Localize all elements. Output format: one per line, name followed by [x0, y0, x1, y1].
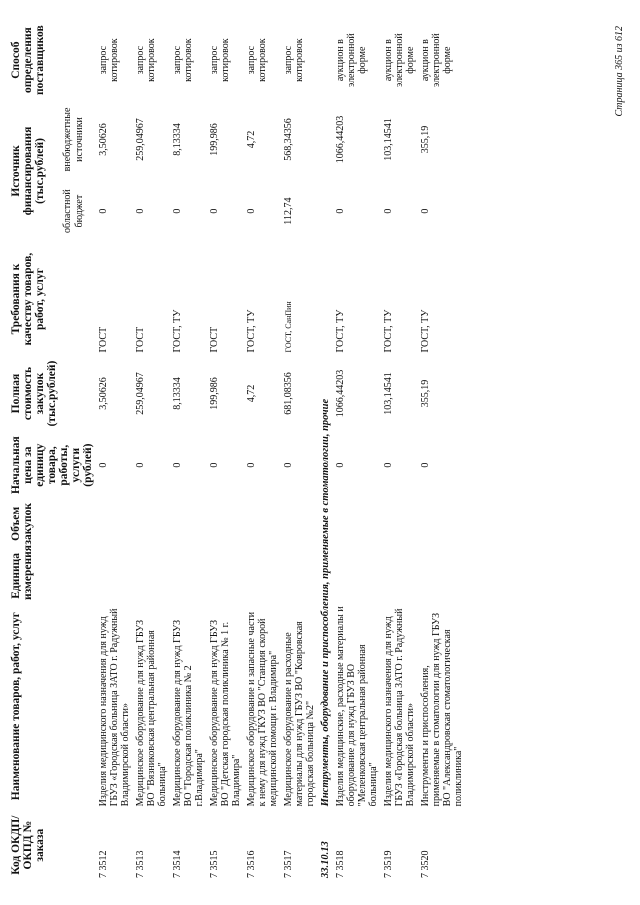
- section-row: [318, 21, 333, 881]
- header-financing: Источник финансирования (тыс.рублей): [10, 126, 46, 216]
- row-extra: 103,14541: [383, 118, 394, 161]
- row-unit: [133, 549, 170, 603]
- header-requirements: Требования к качеству товаров, работ, услуг: [10, 252, 46, 346]
- row-total: 1066,44203: [335, 369, 346, 418]
- row-code: 7 3520: [420, 850, 431, 878]
- row-volume: [133, 499, 170, 549]
- row-name: Изделия медицинского назначения для нужд ГБУЗ «Городская больница ЗАТО г. Радужный Владимирской области»: [383, 608, 416, 807]
- row-regional: 0: [420, 208, 431, 214]
- header-price: Начальная цена за единицу товара, работы, услуги (рублей): [10, 436, 94, 495]
- row-requirements: ГОСТ, ТУ: [172, 309, 183, 353]
- header-method: Способ определения поставщиков: [10, 25, 46, 95]
- header-fin-regional: областной бюджет: [61, 189, 85, 233]
- row-requirements: ГОСТ: [209, 326, 220, 353]
- table-row: [133, 21, 170, 881]
- row-method: запрос котировок: [98, 38, 120, 82]
- table-row: [170, 21, 207, 881]
- row-name: Инструменты и приспособления, применяемые в стоматологии для нужд ГБУЗ ВО "Александровская стоматологическая поликлиника": [420, 612, 464, 807]
- row-price: 0: [283, 462, 294, 468]
- row-extra: 568,34356: [283, 118, 294, 161]
- row-method: запрос котировок: [135, 38, 157, 82]
- row-extra: 4,72: [246, 130, 257, 149]
- row-price: 0: [135, 462, 146, 468]
- table-row: [96, 21, 133, 881]
- row-method: запрос котировок: [246, 38, 268, 82]
- row-unit: [281, 549, 318, 603]
- row-price: 0: [335, 462, 346, 468]
- row-regional: 0: [335, 208, 346, 214]
- page-number: Страница 365 из 612: [614, 26, 625, 117]
- row-method: запрос котировок: [209, 38, 231, 82]
- row-total: 355,19: [420, 379, 431, 408]
- header-unit: Единица измерения: [10, 545, 34, 601]
- row-code: 7 3518: [335, 850, 346, 878]
- row-code: 7 3515: [209, 850, 220, 878]
- row-extra: 3,50626: [98, 123, 109, 156]
- row-requirements: ГОСТ, ТУ: [246, 309, 257, 353]
- table-row: [244, 21, 281, 881]
- row-code: 7 3519: [383, 850, 394, 878]
- header-total: Полная стоимость закупок (тыс.рублей): [10, 360, 58, 427]
- row-volume: [170, 499, 207, 549]
- row-extra: 259,04967: [135, 118, 146, 161]
- row-regional: 0: [135, 208, 146, 214]
- row-code: 7 3512: [98, 850, 109, 878]
- row-requirements: ГОСТ, СанПин: [284, 301, 293, 353]
- row-requirements: ГОСТ: [135, 326, 146, 353]
- row-volume: [418, 499, 466, 549]
- section-title: Инструменты, оборудование и приспособления, применяемые в стоматологии, прочие: [320, 398, 331, 807]
- procurement-table: [8, 21, 466, 881]
- row-price: 0: [172, 462, 183, 468]
- row-method: аукцион в электронной форме: [335, 33, 368, 88]
- row-extra: 1066,44203: [335, 115, 346, 164]
- row-code: 7 3517: [283, 850, 294, 878]
- header-fin-extra: внебюджетные источники: [61, 107, 85, 172]
- row-name: Медицинское оборудование для нужд ГБУЗ ВО "Городская поликлиника № 2 г.Владимира": [172, 619, 205, 807]
- row-regional: 0: [98, 208, 109, 214]
- row-total: 3,50626: [98, 377, 109, 410]
- row-unit: [244, 549, 281, 603]
- row-method: аукцион в электронной форме: [383, 33, 416, 88]
- row-extra: 355,19: [420, 125, 431, 154]
- row-unit: [381, 549, 418, 603]
- table-row: [281, 21, 318, 881]
- row-method: запрос котировок: [172, 38, 194, 82]
- row-volume: [333, 499, 381, 549]
- row-name: Медицинское оборудование и расходные материалы для нужд ГБУЗ ВО "Ковровская городская больница №2": [283, 621, 316, 807]
- row-code: 7 3513: [135, 850, 146, 878]
- header-volume: Объем закупок: [10, 503, 34, 545]
- row-unit: [418, 549, 466, 603]
- row-total: 681,08356: [283, 372, 294, 415]
- row-volume: [244, 499, 281, 549]
- row-regional: 0: [383, 208, 394, 214]
- table-row: [207, 21, 244, 881]
- row-code: 7 3514: [172, 850, 183, 878]
- row-name: Медицинское оборудование для нужд ГБУЗ ВО "Детская городская поликлиника № 1 г. Владимира": [209, 619, 242, 807]
- row-regional: 112,74: [283, 197, 294, 225]
- row-price: 0: [420, 462, 431, 468]
- row-method: запрос котировок: [283, 38, 305, 82]
- row-name: Изделия медицинские, расходные материалы и оборудование для нужд ГБУЗ ВО "Меленковская центральная районная больница": [335, 606, 379, 807]
- row-requirements: ГОСТ, ТУ: [420, 309, 431, 353]
- row-volume: [96, 499, 133, 549]
- row-name: Медицинское оборудование и запасные части к нему для нужд ГКУЗ ВО "Станция скорой медицинской помощи г. Владимира": [246, 611, 279, 807]
- row-unit: [96, 549, 133, 603]
- row-method: аукцион в электронной форме: [420, 33, 453, 88]
- row-price: 0: [98, 462, 109, 468]
- row-name: Медицинское оборудование для нужд ГБУЗ ВО "Вязниковская центральная районная больница": [135, 619, 168, 807]
- row-extra: 199,986: [209, 123, 220, 156]
- row-name: Изделия медицинского назначения для нужд ГБУЗ «Городская больница ЗАТО г. Радужный Владимирской области»: [98, 608, 131, 807]
- row-total: 103,14541: [383, 372, 394, 415]
- row-requirements: ГОСТ: [98, 326, 109, 353]
- row-extra: 8,13334: [172, 123, 183, 156]
- row-code: 7 3516: [246, 850, 257, 878]
- row-unit: [170, 549, 207, 603]
- row-unit: [207, 549, 244, 603]
- row-total: 199,986: [209, 377, 220, 410]
- row-price: 0: [209, 462, 220, 468]
- table-row: [418, 21, 466, 881]
- header-code: Код ОКДП/ ОКПД № заказа: [10, 815, 46, 875]
- row-total: 4,72: [246, 384, 257, 403]
- row-volume: [381, 499, 418, 549]
- header-name: Наименование товаров, работ, услуг: [10, 612, 22, 801]
- row-unit: [333, 549, 381, 603]
- row-requirements: ГОСТ, ТУ: [383, 309, 394, 353]
- header-row: [8, 21, 60, 881]
- row-requirements: ГОСТ, ТУ: [335, 309, 346, 353]
- row-regional: 0: [172, 208, 183, 214]
- row-price: 0: [383, 462, 394, 468]
- row-regional: 0: [246, 208, 257, 214]
- row-total: 8,13334: [172, 377, 183, 410]
- table-row: [333, 21, 381, 881]
- row-price: 0: [246, 462, 257, 468]
- row-volume: [207, 499, 244, 549]
- row-regional: 0: [209, 208, 220, 214]
- row-volume: [281, 499, 318, 549]
- section-code: 33.10.13: [320, 841, 331, 878]
- table-row: [381, 21, 418, 881]
- row-total: 259,04967: [135, 372, 146, 415]
